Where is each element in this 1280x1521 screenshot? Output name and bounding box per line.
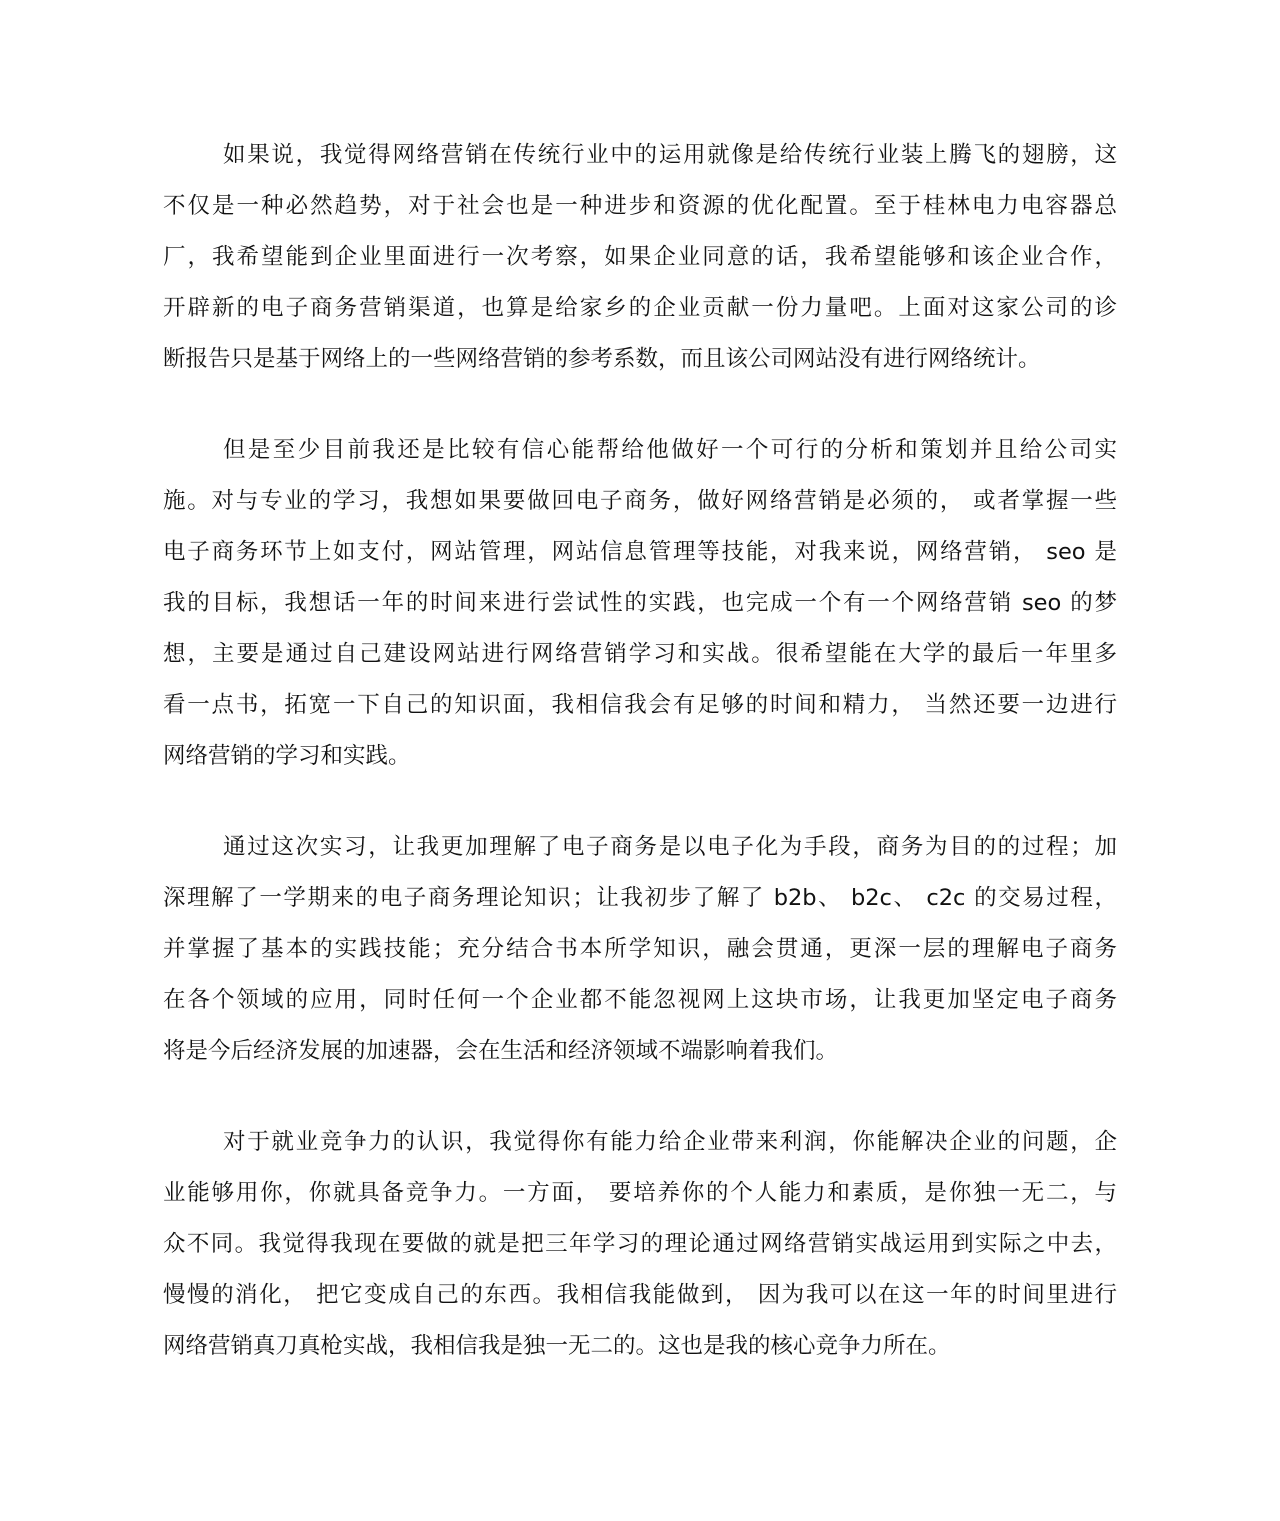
paragraph bbox=[163, 425, 1117, 782]
text-line: 网络营销的学习和实践。 bbox=[163, 743, 411, 769]
text-line: 在各个领域的应用，同时任何一个企业都不能忽视网上这块市场，让我更加坚定电子商务 bbox=[163, 987, 1117, 1013]
text-line: 将是今后经济发展的加速器，会在生活和经济领域不端影响着我们。 bbox=[163, 1038, 839, 1064]
text-line: 业能够用你，你就具备竞争力。一方面， 要培养你的个人能力和素质，是你独一无二，与 bbox=[163, 1180, 1117, 1206]
text-line: 看一点书，拓宽一下自己的知识面，我相信我会有足够的时间和精力， 当然还要一边进行 bbox=[163, 692, 1117, 718]
text-line: 通过这次实习，让我更加理解了电子商务是以电子化为手段，商务为目的的过程；加 bbox=[223, 834, 1117, 860]
text-line: 想，主要是通过自己建设网站进行网络营销学习和实战。很希望能在大学的最后一年里多 bbox=[163, 641, 1117, 667]
text-line: 网络营销真刀真枪实战，我相信我是独一无二的。这也是我的核心竞争力所在。 bbox=[163, 1333, 951, 1359]
text-line: 不仅是一种必然趋势，对于社会也是一种进步和资源的优化配置。至于桂林电力电容器总 bbox=[163, 193, 1117, 219]
text-line: 但是至少目前我还是比较有信心能帮给他做好一个可行的分析和策划并且给公司实 bbox=[223, 437, 1117, 463]
text-line: 断报告只是基于网络上的一些网络营销的参考系数，而且该公司网站没有进行网络统计。 bbox=[163, 346, 1041, 372]
document-page bbox=[163, 130, 1117, 1412]
text-line: 并掌握了基本的实践技能；充分结合书本所学知识，融会贯通，更深一层的理解电子商务 bbox=[163, 936, 1117, 962]
text-line: 众不同。我觉得我现在要做的就是把三年学习的理论通过网络营销实战运用到实际之中去， bbox=[163, 1231, 1117, 1257]
text-line: 施。对与专业的学习，我想如果要做回电子商务，做好网络营销是必须的， 或者掌握一些 bbox=[163, 488, 1117, 514]
text-line: 深理解了一学期来的电子商务理论知识；让我初步了解了 b2b、 b2c、 c2c 的交易过程， bbox=[163, 885, 1117, 911]
paragraph bbox=[163, 1117, 1117, 1372]
text-line: 电子商务环节上如支付，网站管理，网站信息管理等技能，对我来说，网络营销， seo 是 bbox=[163, 539, 1117, 565]
text-line: 对于就业竞争力的认识，我觉得你有能力给企业带来利润，你能解决企业的问题，企 bbox=[223, 1129, 1117, 1155]
text-line: 如果说，我觉得网络营销在传统行业中的运用就像是给传统行业装上腾飞的翅膀，这 bbox=[223, 142, 1117, 168]
text-line: 慢慢的消化， 把它变成自己的东西。我相信我能做到， 因为我可以在这一年的时间里进行 bbox=[163, 1282, 1117, 1308]
text-line: 开辟新的电子商务营销渠道，也算是给家乡的企业贡献一份力量吧。上面对这家公司的诊 bbox=[163, 295, 1117, 321]
text-line: 厂，我希望能到企业里面进行一次考察，如果企业同意的话，我希望能够和该企业合作， bbox=[163, 244, 1117, 270]
paragraph bbox=[163, 130, 1117, 385]
text-line: 我的目标，我想话一年的时间来进行尝试性的实践，也完成一个有一个网络营销 seo 的梦 bbox=[163, 590, 1117, 616]
paragraph bbox=[163, 822, 1117, 1077]
